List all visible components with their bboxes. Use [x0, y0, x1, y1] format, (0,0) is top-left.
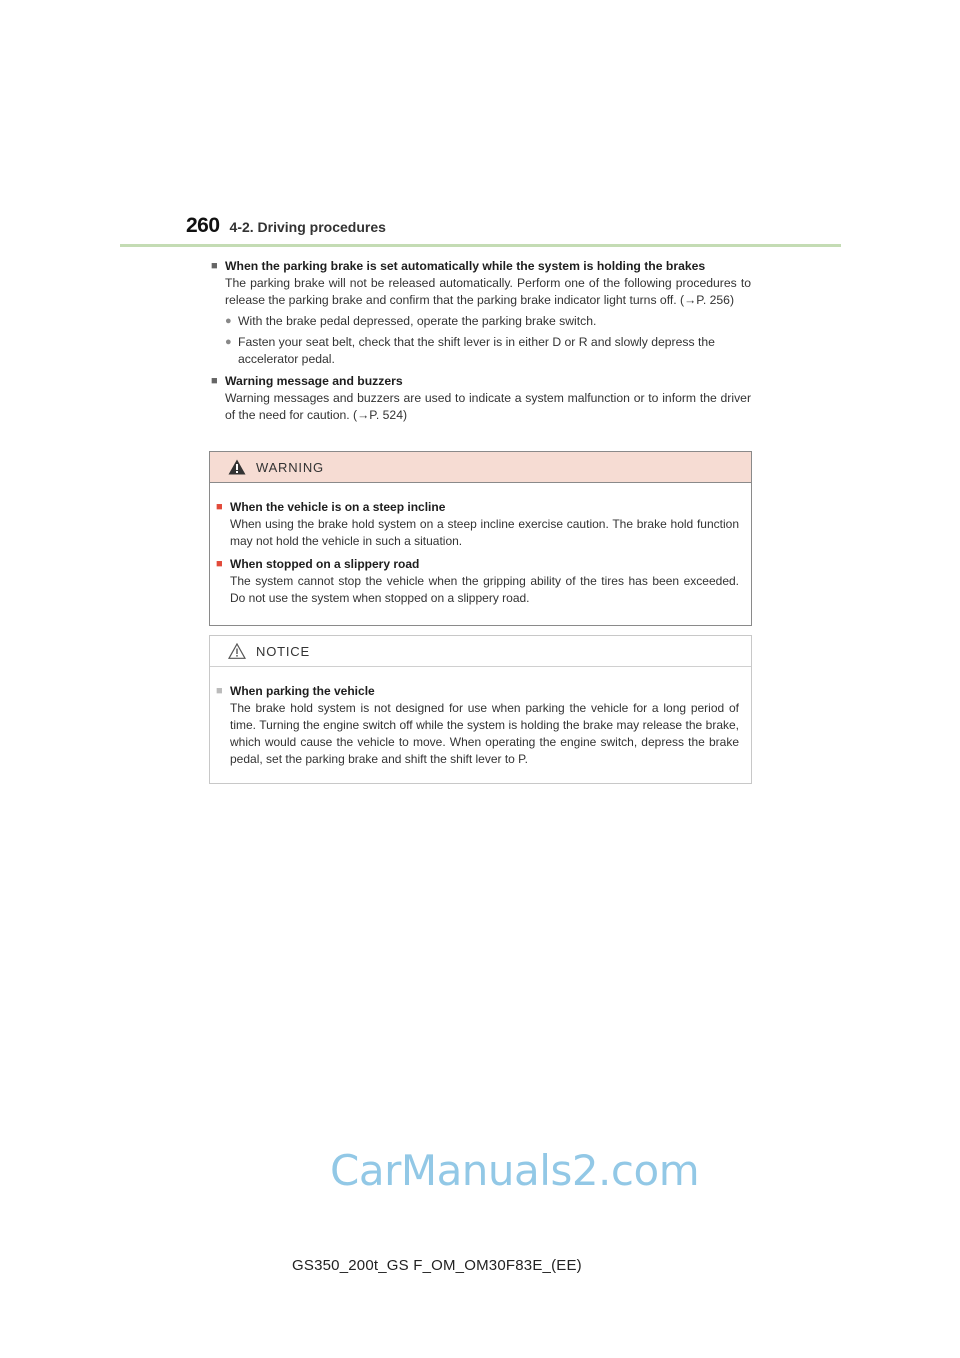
- paragraph: Warning messages and buzzers are used to indicate a system malfunction or to inform the driver of the need for caution. (→P. 524): [225, 391, 751, 422]
- section-heading: [211, 258, 751, 275]
- notice-title: NOTICE: [256, 643, 310, 659]
- warning-box: [209, 451, 752, 626]
- section-heading: [211, 373, 751, 390]
- warning-body: [210, 483, 751, 607]
- warning-item-text: The system cannot stop the vehicle when the gripping ability of the tires has been exceeded. Do not use the system when stopped on a slippery road.: [230, 574, 739, 605]
- notice-item-text: The brake hold system is not designed for use when parking the vehicle for a long period of time. Turning the engine switch off while the system is holding the brake may release the brake, which would cause the vehicle to move. When operating the engine switch, depress the brake pedal, set the parking brake and shift the shift lever to P.: [230, 701, 739, 766]
- heading-text: When parking the vehicle: [230, 684, 375, 698]
- paragraph: The parking brake will not be released automatically. Perform one of the following procedures to release the parking brake and confirm that the parking brake indicator light turns off. (→P. 256): [225, 276, 751, 307]
- list-item: [225, 313, 751, 330]
- list-item-text: With the brake pedal depressed, operate the parking brake switch.: [238, 314, 597, 328]
- warning-triangle-icon: [228, 459, 246, 475]
- main-content: [211, 254, 751, 424]
- circle-bullet-icon: ●: [225, 336, 232, 348]
- document-code: GS350_200t_GS F_OM_OM30F83E_(EE): [292, 1257, 582, 1274]
- watermark-logo: CarManuals2.com: [330, 1146, 700, 1195]
- heading-text: When stopped on a slippery road: [230, 557, 420, 571]
- square-bullet-icon: ■: [211, 375, 218, 387]
- heading-text: When the parking brake is set automatically while the system is holding the brakes: [225, 259, 706, 273]
- square-bullet-icon: ■: [216, 501, 223, 513]
- warning-item-text: When using the brake hold system on a steep incline exercise caution. The brake hold function may not hold the vehicle in such a situation.: [230, 517, 739, 548]
- list-item-text: Fasten your seat belt, check that the shift lever is in either D or R and slowly depress the accelerator pedal.: [238, 335, 715, 366]
- notice-box: [209, 635, 752, 784]
- circle-bullet-icon: ●: [225, 315, 232, 327]
- square-bullet-icon: ■: [216, 685, 223, 697]
- page-number: 260: [186, 214, 220, 237]
- warning-item-heading: [216, 556, 739, 573]
- heading-text: Warning message and buzzers: [225, 374, 403, 388]
- heading-text: When the vehicle is on a steep incline: [230, 500, 446, 514]
- square-bullet-icon: ■: [211, 260, 218, 272]
- list-item: [225, 334, 751, 368]
- warning-item-heading: [216, 499, 739, 516]
- warning-title: WARNING: [256, 459, 324, 475]
- caution-triangle-icon: [228, 643, 246, 659]
- notice-item-heading: [216, 683, 739, 700]
- warning-title-bar: [210, 452, 751, 483]
- section-title: 4-2. Driving procedures: [229, 219, 386, 235]
- page-header: [186, 214, 386, 238]
- notice-body: [210, 667, 751, 768]
- notice-title-bar: [210, 636, 751, 667]
- square-bullet-icon: ■: [216, 558, 223, 570]
- header-rule: [120, 244, 841, 247]
